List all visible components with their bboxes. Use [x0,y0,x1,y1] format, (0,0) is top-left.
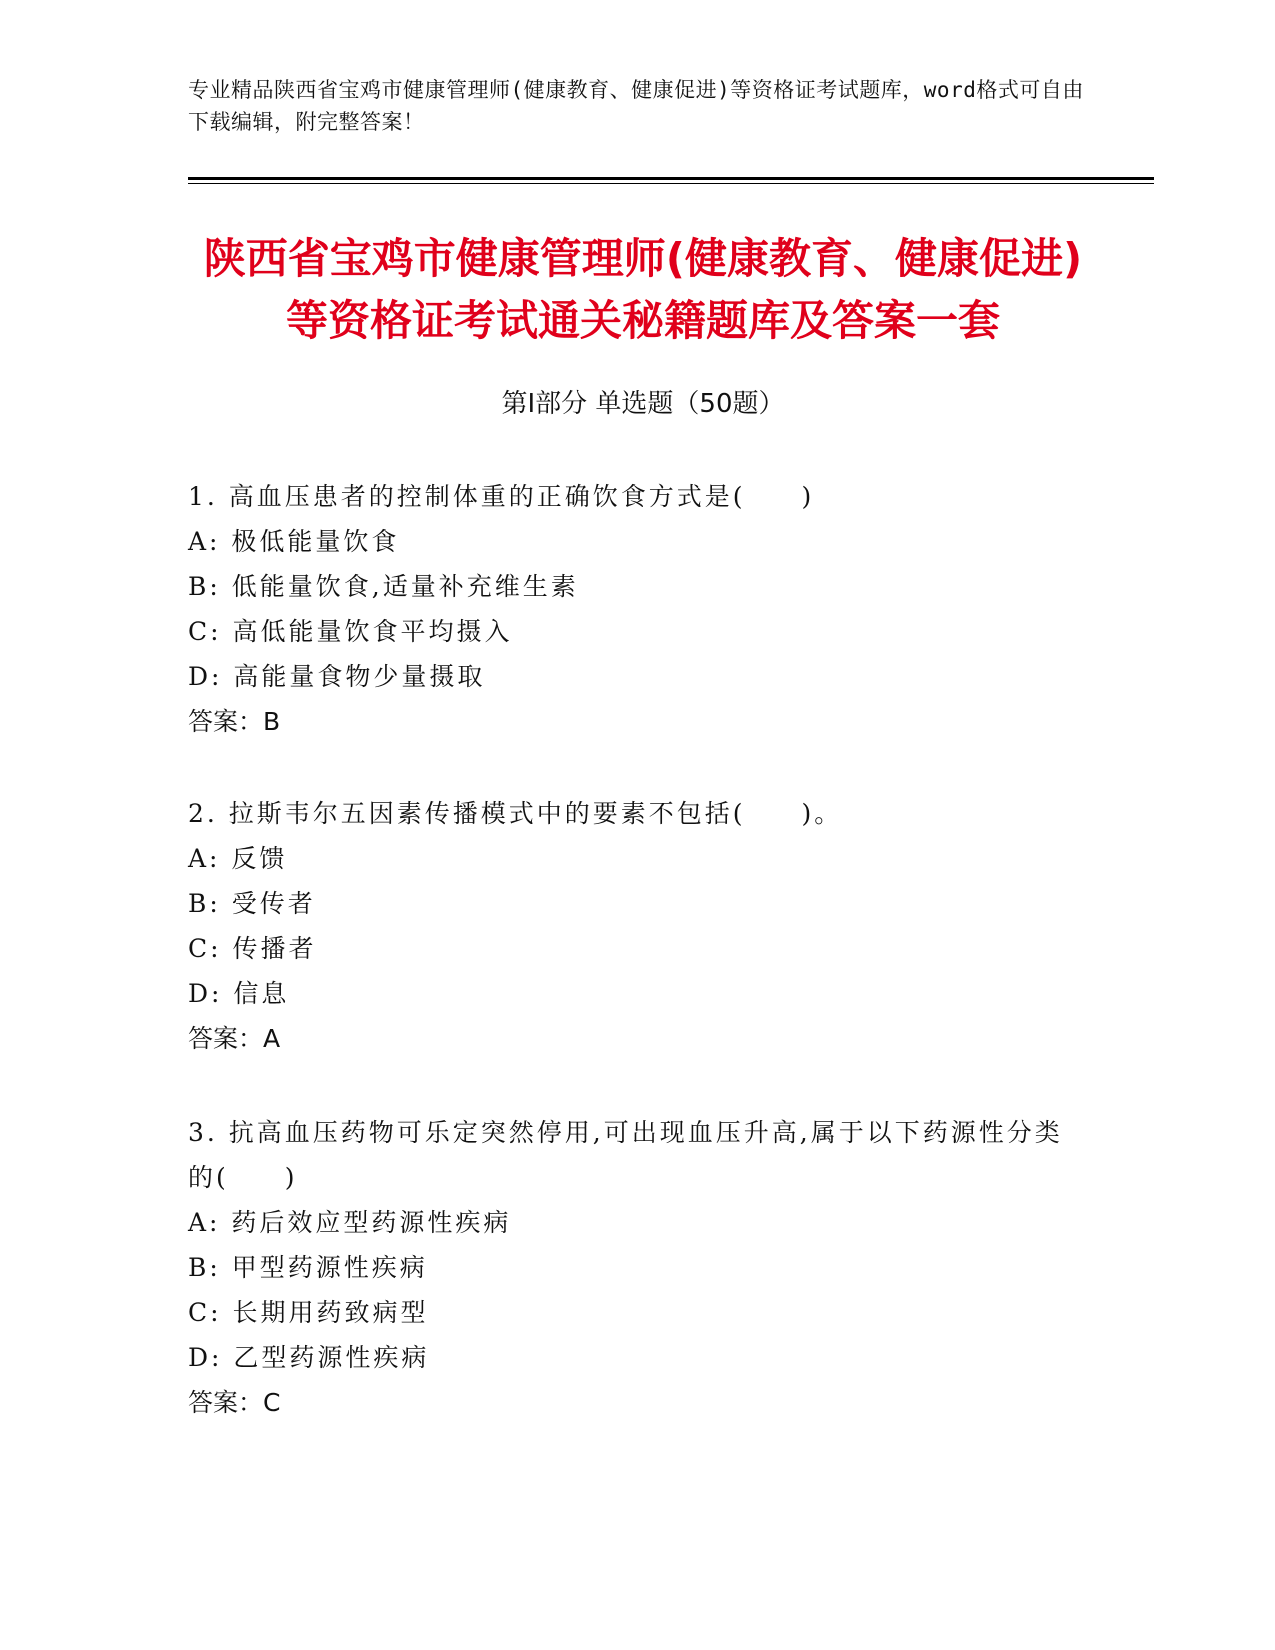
option-c: C: 传播者 [188,934,317,963]
section-heading: 第Ⅰ部分 单选题（50题） [501,389,785,419]
question-stem: 3. 抗高血压药物可乐定突然停用,可出现血压升高,属于以下药源性分类的( ) [188,1118,1063,1192]
option-b: B: 受传者 [188,889,316,918]
question-1 [188,474,1088,744]
option-a: A: 极低能量饮食 [188,527,400,556]
answer: 答案：C [188,1388,281,1417]
option-b: B: 甲型药源性疾病 [188,1253,428,1282]
option-c: C: 高低能量饮食平均摄入 [188,617,513,646]
document-title: 陕西省宝鸡市健康管理师(健康教育、健康促进)等资格证考试通关秘籍题库及答案一套 [203,234,1083,345]
question-stem: 2. 拉斯韦尔五因素传播模式中的要素不包括( )。 [188,799,843,828]
option-a: A: 反馈 [188,844,288,873]
option-b: B: 低能量饮食,适量补充维生素 [188,572,579,601]
answer: 答案：B [188,707,281,736]
header-note: 专业精品陕西省宝鸡市健康管理师(健康教育、健康促进)等资格证考试题库，word格式可自由下载编辑，附完整答案！ [188,78,1084,134]
option-d: D: 高能量食物少量摄取 [188,662,486,691]
header-divider-thick [188,177,1154,180]
question-2 [188,791,1088,1061]
question-3 [188,1110,1088,1425]
option-c: C: 长期用药致病型 [188,1298,429,1327]
header-divider-thin [188,183,1154,184]
option-d: D: 乙型药源性疾病 [188,1343,430,1372]
question-stem: 1. 高血压患者的控制体重的正确饮食方式是( ) [188,482,815,511]
answer: 答案：A [188,1024,281,1053]
option-d: D: 信息 [188,979,290,1008]
option-a: A: 药后效应型药源性疾病 [188,1208,512,1237]
